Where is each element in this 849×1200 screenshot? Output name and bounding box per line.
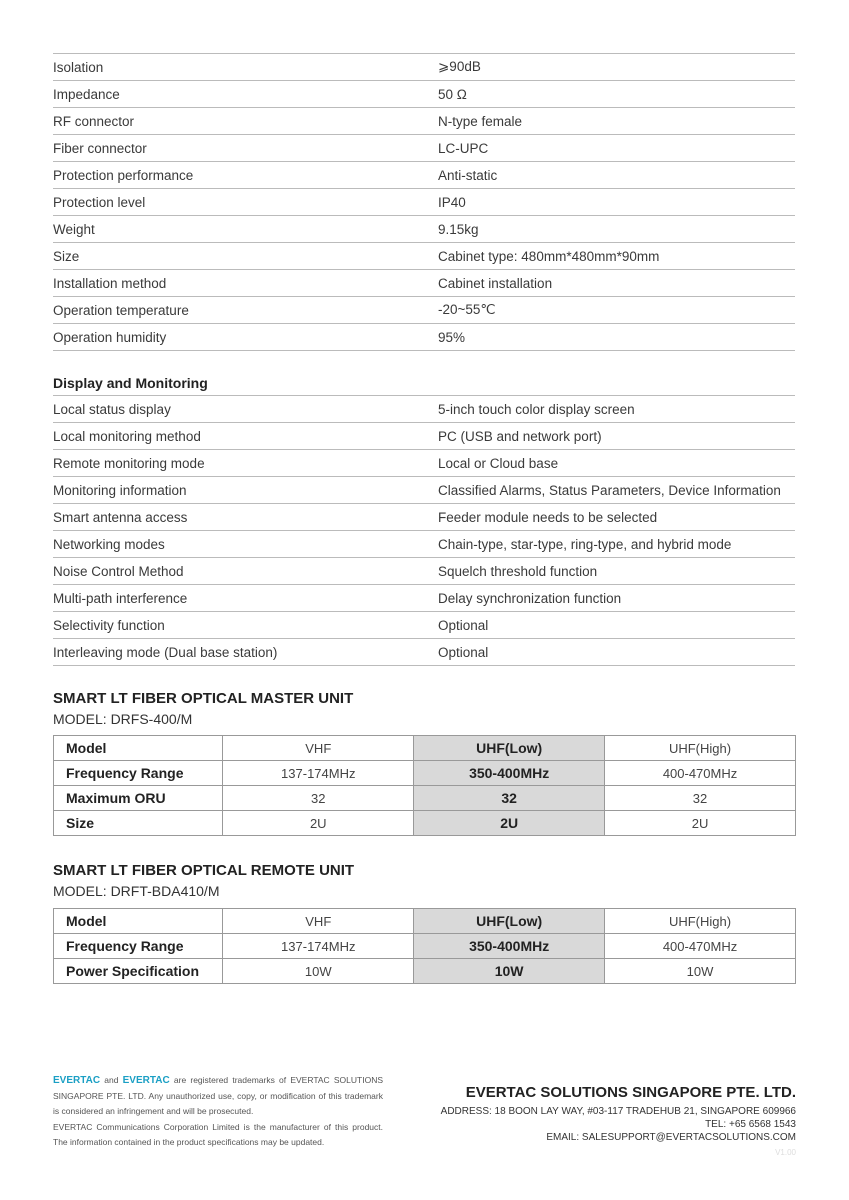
spec-row (53, 423, 795, 450)
spec-label: Installation method (53, 275, 167, 291)
spec-label: Networking modes (53, 536, 165, 552)
spec-label: RF connector (53, 113, 135, 129)
spec-value: 95% (438, 329, 466, 345)
master-unit-title: SMART LT FIBER OPTICAL MASTER UNIT (53, 690, 354, 707)
spec-row (53, 477, 795, 504)
trademark-notice (53, 1073, 383, 1151)
table-row (54, 811, 796, 836)
master-unit-table (53, 735, 796, 836)
spec-row (53, 108, 795, 135)
table-row (54, 761, 796, 786)
table-cell: 32 (605, 786, 796, 811)
spec-row (53, 450, 795, 477)
evertac-solutions-logo: EVERTAC (122, 1075, 170, 1086)
spec-row (53, 135, 795, 162)
spec-row (53, 270, 795, 297)
table-cell: UHF(Low) (414, 736, 605, 761)
row-header: Model (54, 736, 223, 761)
table-cell: 137-174MHz (223, 934, 414, 959)
table-cell: 2U (414, 811, 605, 836)
spec-value: Delay synchronization function (438, 590, 622, 606)
spec-row (53, 81, 795, 108)
spec-row (53, 585, 795, 612)
table-row (54, 736, 796, 761)
spec-value: PC (USB and network port) (438, 428, 602, 444)
trademark-text: are registered trademarks of EVERTAC SOLUTIONS SINGAPORE PTE. LTD. Any unauthorized use, copy, or modification of this trademark is considered an infringement and will be prosecuted. (53, 1075, 383, 1116)
table-cell: 10W (223, 959, 414, 984)
manufacturer-text: EVERTAC Communications Corporation Limited is the manufacturer of this product. The information contained in the product specifications may be updated. (53, 1121, 383, 1147)
company-info (441, 1086, 796, 1159)
spec-row (53, 243, 795, 270)
spec-label: Monitoring information (53, 482, 187, 498)
remote-unit-model: MODEL: DRFT-BDA410/M (53, 883, 220, 899)
table-row (54, 934, 796, 959)
spec-label: Operation humidity (53, 329, 167, 345)
spec-label: Interleaving mode (Dual base station) (53, 644, 278, 660)
row-header: Model (54, 909, 223, 934)
email: EMAIL: SALESUPPORT@EVERTACSOLUTIONS.COM (546, 1132, 796, 1143)
spec-row (53, 162, 795, 189)
spec-label: Isolation (53, 59, 104, 75)
table-row (54, 909, 796, 934)
spec-row (53, 396, 795, 423)
table-cell: 350-400MHz (414, 761, 605, 786)
table-cell: 2U (223, 811, 414, 836)
spec-label: Local monitoring method (53, 428, 201, 444)
section-title: Display and Monitoring (53, 366, 795, 396)
spec-value: Classified Alarms, Status Parameters, Device Information (438, 482, 781, 498)
spec-value: Cabinet type: 480mm*480mm*90mm (438, 248, 660, 264)
master-unit-model: MODEL: DRFS-400/M (53, 711, 193, 727)
row-header: Frequency Range (54, 934, 223, 959)
spec-value: Optional (438, 644, 489, 660)
row-header: Maximum ORU (54, 786, 223, 811)
table-cell: VHF (223, 909, 414, 934)
spec-value: Local or Cloud base (438, 455, 559, 471)
display-monitoring-section (53, 366, 795, 666)
table-cell: 400-470MHz (605, 934, 796, 959)
spec-label: Multi-path interference (53, 590, 188, 606)
spec-row (53, 531, 795, 558)
table-cell: 32 (414, 786, 605, 811)
spec-value: Squelch threshold function (438, 563, 598, 579)
spec-label: Protection performance (53, 167, 194, 183)
spec-label: Operation temperature (53, 302, 189, 318)
table-cell: 350-400MHz (414, 934, 605, 959)
spec-value: -20~55℃ (438, 302, 496, 317)
spec-value: 50 Ω (438, 86, 467, 102)
table-cell: 10W (414, 959, 605, 984)
spec-row (53, 189, 795, 216)
table-cell: 32 (223, 786, 414, 811)
spec-row (53, 504, 795, 531)
table-cell: UHF(High) (605, 909, 796, 934)
spec-value: Anti-static (438, 167, 498, 183)
spec-label: Remote monitoring mode (53, 455, 205, 471)
remote-unit-table (53, 908, 796, 984)
spec-label: Weight (53, 221, 95, 237)
evertac-logo: EVERTAC (53, 1075, 101, 1086)
spec-label: Smart antenna access (53, 509, 188, 525)
table-cell: 2U (605, 811, 796, 836)
telephone: TEL: +65 6568 1543 (705, 1119, 796, 1130)
address: ADDRESS: 18 BOON LAY WAY, #03-117 TRADEHUB 21, SINGAPORE 609966 (440, 1106, 796, 1117)
spec-value: Chain-type, star-type, ring-type, and hybrid mode (438, 536, 732, 552)
and-text: and (104, 1075, 119, 1085)
spec-value: IP40 (438, 194, 466, 210)
version: V1.00 (775, 1148, 796, 1157)
remote-unit-title: SMART LT FIBER OPTICAL REMOTE UNIT (53, 862, 355, 879)
table-cell: 137-174MHz (223, 761, 414, 786)
table-row (54, 786, 796, 811)
spec-value: LC-UPC (438, 140, 489, 156)
spec-label: Selectivity function (53, 617, 165, 633)
spec-value: Cabinet installation (438, 275, 553, 291)
spec-row (53, 558, 795, 585)
spec-value: Optional (438, 617, 489, 633)
spec-row (53, 216, 795, 243)
spec-label: Noise Control Method (53, 563, 184, 579)
spec-value: 5-inch touch color display screen (438, 401, 635, 417)
spec-table (53, 53, 795, 351)
spec-row (53, 54, 795, 81)
table-row (54, 959, 796, 984)
table-cell: UHF(Low) (414, 909, 605, 934)
spec-value: N-type female (438, 113, 523, 129)
spec-row (53, 612, 795, 639)
spec-label: Protection level (53, 194, 146, 210)
spec-row (53, 297, 795, 324)
spec-value: ⩾90dB (438, 59, 481, 74)
spec-label: Fiber connector (53, 140, 147, 156)
spec-row (53, 324, 795, 351)
spec-label: Size (53, 248, 80, 264)
company-name: EVERTAC SOLUTIONS SINGAPORE PTE. LTD. (465, 1084, 796, 1101)
row-header: Size (54, 811, 223, 836)
spec-row (53, 639, 795, 666)
table-cell: UHF(High) (605, 736, 796, 761)
spec-value: Feeder module needs to be selected (438, 509, 658, 525)
spec-value: 9.15kg (438, 221, 479, 237)
spec-label: Local status display (53, 401, 171, 417)
table-cell: 10W (605, 959, 796, 984)
spec-label: Impedance (53, 86, 120, 102)
table-cell: VHF (223, 736, 414, 761)
table-cell: 400-470MHz (605, 761, 796, 786)
row-header: Power Specification (54, 959, 223, 984)
row-header: Frequency Range (54, 761, 223, 786)
